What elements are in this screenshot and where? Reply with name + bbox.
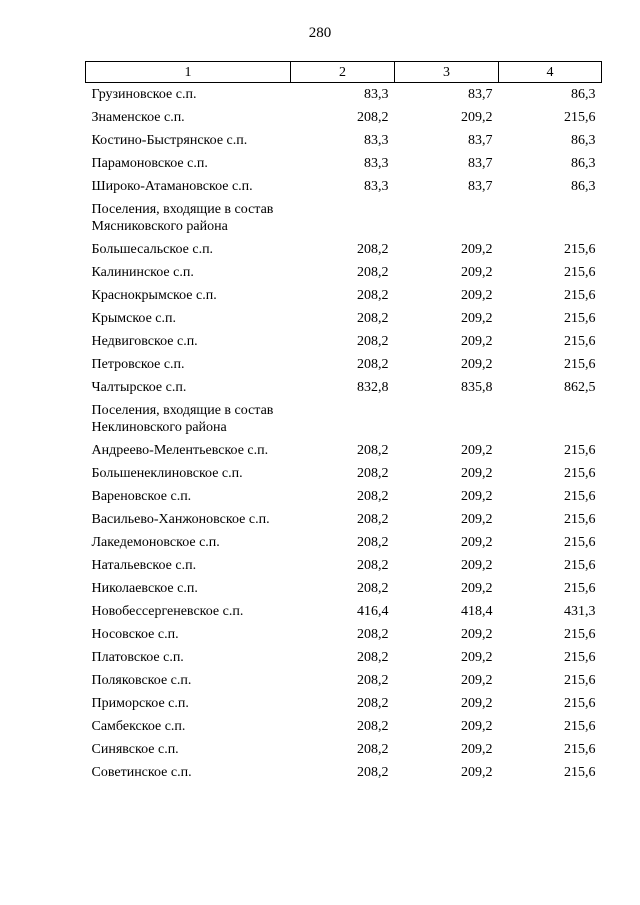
settlement-name: Калининское с.п. [91, 265, 194, 280]
value-col-2: 83,3 [364, 179, 389, 194]
settlement-name: Натальевское с.п. [91, 558, 197, 573]
settlement-name: Поселения, входящие в состав Мясниковского района [91, 202, 274, 234]
value-col-4: 215,6 [564, 719, 596, 734]
value-col-4: 215,6 [564, 242, 596, 257]
column-header-3: 3 [395, 62, 499, 83]
column-header-4: 4 [499, 62, 602, 83]
table-row [86, 284, 602, 307]
settlement-name: Парамоновское с.п. [91, 156, 208, 171]
table-row [86, 669, 602, 692]
value-col-3: 209,2 [461, 742, 493, 757]
value-col-2: 208,2 [357, 489, 389, 504]
table-row [86, 198, 602, 238]
value-col-2: 208,2 [357, 650, 389, 665]
value-col-3: 209,2 [461, 696, 493, 711]
table-row [86, 106, 602, 129]
value-col-3: 209,2 [461, 627, 493, 642]
value-col-3: 418,4 [461, 604, 493, 619]
settlement-name: Знаменское с.п. [91, 110, 185, 125]
value-col-3: 209,2 [461, 673, 493, 688]
settlement-name: Советинское с.п. [91, 765, 192, 780]
value-col-3: 83,7 [468, 87, 493, 102]
settlement-name: Андреево-Мелентьевское с.п. [91, 443, 269, 458]
value-col-2: 208,2 [357, 110, 389, 125]
value-col-4: 86,3 [571, 156, 596, 171]
settlement-name: Чалтырское с.п. [91, 380, 187, 395]
value-col-4: 215,6 [564, 512, 596, 527]
value-col-3: 209,2 [461, 288, 493, 303]
value-col-4: 215,6 [564, 627, 596, 642]
table-row [86, 508, 602, 531]
value-col-2: 208,2 [357, 311, 389, 326]
value-col-2: 208,2 [357, 242, 389, 257]
value-col-4: 215,6 [564, 765, 596, 780]
column-header-1: 1 [86, 62, 291, 83]
table-row [86, 238, 602, 261]
table-row [86, 83, 602, 107]
table-row [86, 531, 602, 554]
table-row [86, 646, 602, 669]
table-row [86, 600, 602, 623]
value-col-4: 215,6 [564, 558, 596, 573]
value-col-2: 208,2 [357, 765, 389, 780]
page-number: 280 [308, 25, 332, 41]
settlement-name: Широко-Атамановское с.п. [91, 179, 253, 194]
value-col-3: 209,2 [461, 466, 493, 481]
value-col-4: 215,6 [564, 357, 596, 372]
value-col-2 [291, 198, 395, 238]
table-row [86, 175, 602, 198]
value-col-2: 208,2 [357, 742, 389, 757]
value-col-4: 86,3 [571, 179, 596, 194]
value-col-4: 86,3 [571, 87, 596, 102]
value-col-2: 208,2 [357, 265, 389, 280]
table-row [86, 554, 602, 577]
value-col-3: 209,2 [461, 719, 493, 734]
value-col-3: 209,2 [461, 311, 493, 326]
value-col-3: 209,2 [461, 512, 493, 527]
value-col-4 [499, 399, 602, 439]
table-header-row [86, 62, 602, 83]
value-col-2: 208,2 [357, 512, 389, 527]
value-col-3: 209,2 [461, 443, 493, 458]
value-col-4: 215,6 [564, 696, 596, 711]
value-col-4: 431,3 [564, 604, 596, 619]
value-col-2: 208,2 [357, 443, 389, 458]
value-col-2: 83,3 [364, 133, 389, 148]
value-col-4: 215,6 [564, 334, 596, 349]
settlement-name: Большенеклиновское с.п. [91, 466, 243, 481]
value-col-4: 215,6 [564, 489, 596, 504]
value-col-2: 208,2 [357, 627, 389, 642]
table-row [86, 577, 602, 600]
settlement-name: Синявское с.п. [91, 742, 179, 757]
value-col-2: 208,2 [357, 334, 389, 349]
value-col-3: 209,2 [461, 110, 493, 125]
table-row [86, 152, 602, 175]
value-col-2: 208,2 [357, 535, 389, 550]
value-col-2: 83,3 [364, 156, 389, 171]
value-col-4 [499, 198, 602, 238]
table-row [86, 399, 602, 439]
value-col-3: 83,7 [468, 156, 493, 171]
value-col-4: 215,6 [564, 466, 596, 481]
settlement-name: Вареновское с.п. [91, 489, 192, 504]
value-col-4: 215,6 [564, 110, 596, 125]
value-col-2: 208,2 [357, 673, 389, 688]
table-row [86, 353, 602, 376]
value-col-4: 215,6 [564, 443, 596, 458]
value-col-3: 209,2 [461, 265, 493, 280]
value-col-3 [395, 399, 499, 439]
value-col-4: 215,6 [564, 535, 596, 550]
table-row [86, 761, 602, 784]
value-col-3: 209,2 [461, 558, 493, 573]
settlement-name: Недвиговское с.п. [91, 334, 198, 349]
settlement-name: Васильево-Ханжоновское с.п. [91, 512, 270, 527]
settlement-name: Костино-Быстрянское с.п. [91, 133, 248, 148]
value-col-2: 208,2 [357, 466, 389, 481]
table-row [86, 129, 602, 152]
table-row [86, 307, 602, 330]
table-row [86, 715, 602, 738]
value-col-3: 209,2 [461, 765, 493, 780]
settlement-name: Приморское с.п. [91, 696, 189, 711]
table-header [86, 62, 602, 83]
value-col-2: 832,8 [357, 380, 389, 395]
value-col-2 [291, 399, 395, 439]
value-col-3: 209,2 [461, 581, 493, 596]
settlement-name: Большесальское с.п. [91, 242, 214, 257]
table-row [86, 485, 602, 508]
settlement-name: Поляковское с.п. [91, 673, 192, 688]
value-col-3: 209,2 [461, 334, 493, 349]
value-col-2: 208,2 [357, 288, 389, 303]
settlement-name: Поселения, входящие в состав Неклиновского района [91, 403, 274, 435]
value-col-4: 86,3 [571, 133, 596, 148]
table-row [86, 692, 602, 715]
settlement-name: Новобессергеневское с.п. [91, 604, 244, 619]
table-row [86, 439, 602, 462]
settlement-name: Петровское с.п. [91, 357, 185, 372]
value-col-3: 209,2 [461, 535, 493, 550]
table-row [86, 623, 602, 646]
value-col-3 [395, 198, 499, 238]
settlement-name: Платовское с.п. [91, 650, 184, 665]
table-row [86, 738, 602, 761]
settlement-name: Самбекское с.п. [91, 719, 186, 734]
value-col-3: 835,8 [461, 380, 493, 395]
settlement-name: Краснокрымское с.п. [91, 288, 217, 303]
value-col-2: 416,4 [357, 604, 389, 619]
value-col-2: 208,2 [357, 696, 389, 711]
value-col-2: 208,2 [357, 357, 389, 372]
table-row [86, 376, 602, 399]
table-row [86, 330, 602, 353]
value-col-2: 83,3 [364, 87, 389, 102]
settlement-name: Грузиновское с.п. [91, 87, 197, 102]
value-col-3: 209,2 [461, 650, 493, 665]
value-col-4: 215,6 [564, 288, 596, 303]
settlement-name: Носовское с.п. [91, 627, 179, 642]
table-body [86, 83, 602, 785]
data-table [85, 61, 602, 784]
settlement-name: Крымское с.п. [91, 311, 176, 326]
value-col-4: 215,6 [564, 265, 596, 280]
value-col-3: 209,2 [461, 357, 493, 372]
value-col-4: 862,5 [564, 380, 596, 395]
table-row [86, 261, 602, 284]
value-col-3: 83,7 [468, 179, 493, 194]
value-col-2: 208,2 [357, 581, 389, 596]
value-col-3: 209,2 [461, 242, 493, 257]
value-col-4: 215,6 [564, 673, 596, 688]
value-col-4: 215,6 [564, 742, 596, 757]
value-col-2: 208,2 [357, 719, 389, 734]
column-header-2: 2 [291, 62, 395, 83]
settlement-name: Лакедемоновское с.п. [91, 535, 220, 550]
settlement-name: Николаевское с.п. [91, 581, 198, 596]
value-col-4: 215,6 [564, 311, 596, 326]
value-col-3: 209,2 [461, 489, 493, 504]
value-col-4: 215,6 [564, 581, 596, 596]
value-col-2: 208,2 [357, 558, 389, 573]
value-col-4: 215,6 [564, 650, 596, 665]
value-col-3: 83,7 [468, 133, 493, 148]
table-row [86, 462, 602, 485]
